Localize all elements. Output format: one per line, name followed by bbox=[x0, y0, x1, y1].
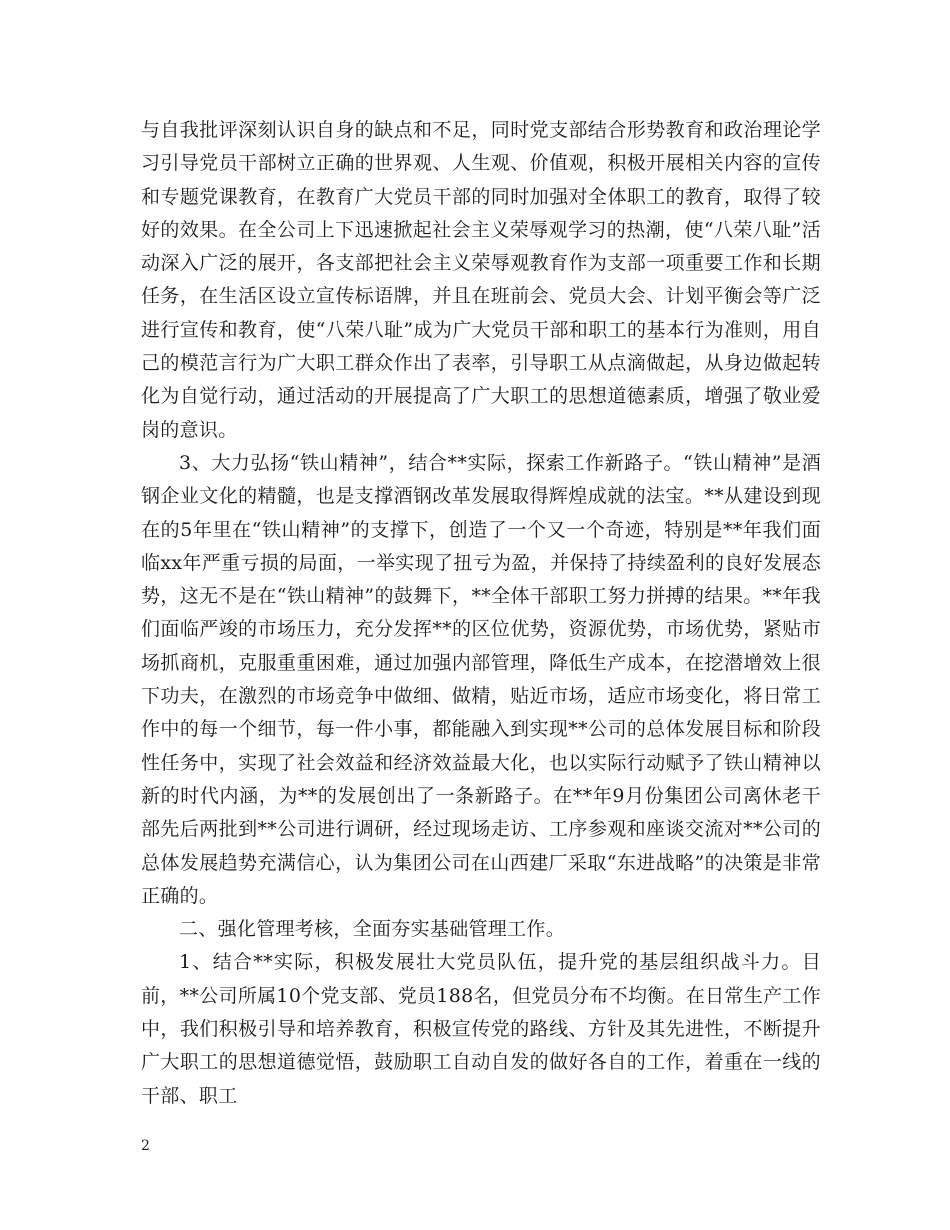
section-heading-management: 二、强化管理考核，全面夯实基础管理工作。 bbox=[179, 918, 566, 941]
page-number: 2 bbox=[141, 1138, 150, 1154]
paragraph-tieshan-spirit: 3、大力弘扬“铁山精神”，结合**实际，探索工作新路子。“铁山精神”是酒钢企业文化的精髓，也是支撑酒钢改革发展取得辉煌成就的法宝。**从建设到现在的5年里在“铁山精神”的支撑下，创造了一个又一个奇迹，特别是**年我们面临xx年严重亏损的局面，一举实现了扭亏为盈，并保持了持续盈利的良好发展态势，这无不是在“铁山精神”的鼓舞下，**全体干部职工努力拼搏的结果。**年我们面临严竣的市场压力，充分发挥**的区位优势，资源优势，市场优势，紧贴市场抓商机，克服重重困难，通过加强内部管理，降低生产成本，在挖潜增效上很下功夫，在激烈的市场竞争中做细、做精，贴近市场，适应市场变化，将日常工作中的每一个细节，每一件小事，都能融入到实现**公司的总体发展目标和阶段性任务中，实现了社会效益和经济效益最大化，也以实际行动赋予了铁山精神以新的时代内涵，为**的发展创出了一条新路子。在**年9月份集团公司离休老干部先后两批到**公司进行调研，经过现场走访、工序参观和座谈交流对**公司的总体发展趋势充满信心，认为集团公司在山西建厂采取“东进战略”的决策是非常正确的。 bbox=[141, 451, 821, 907]
paragraph-continuation: 与自我批评深刻认识自身的缺点和不足，同时党支部结合形势教育和政治理论学习引导党员干部树立正确的世界观、人生观、价值观，积极开展相关内容的宣传和专题党课教育，在教育广大党员干部的同时加强对全体职工的教育，取得了较好的效果。在全公司上下迅速掀起社会主义荣辱观学习的热潮，使“八荣八耻”活动深入广泛的展开，各支部把社会主义荣辱观教育作为支部一项重要工作和长期任务，在生活区设立宣传标语牌，并且在班前会、党员大会、计划平衡会等广泛进行宣传和教育，使“八荣八耻”成为广大党员干部和职工的基本行为准则，用自己的模范言行为广大职工群众作出了表率，引导职工从点滴做起，从身边做起转化为自觉行动，通过活动的开展提高了广大职工的思想道德素质，增强了敬业爱岗的意识。 bbox=[141, 119, 821, 441]
document-body bbox=[141, 114, 821, 1113]
paragraph-party-members: 1、结合**实际，积极发展壮大党员队伍，提升党的基层组织战斗力。目前，**公司所属10个党支部、党员188名，但党员分布不均衡。在日常生产工作中，我们积极引导和培养教育，积极宣传党的路线、方针及其先进性，不断提升广大职工的思想道德觉悟，鼓励职工自动自发的做好各自的工作，着重在一线的干部、职工 bbox=[141, 951, 821, 1107]
